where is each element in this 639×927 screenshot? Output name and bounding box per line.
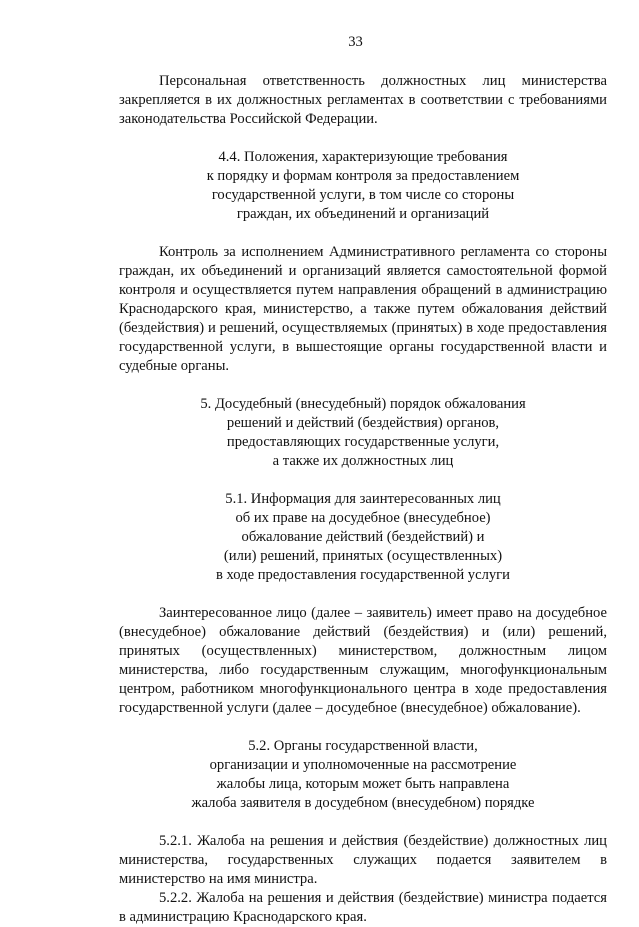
heading-4-4	[119, 148, 607, 224]
heading-line: государственной услуги, в том числе со стороны	[211, 187, 515, 203]
heading-line: обжалование действий (бездействий) и	[241, 529, 485, 545]
paragraph-5-2-1: 5.2.1. Жалоба на решения и действия (бездействие) должностных лиц министерства, государственных служащих подается заявителем в министерство на имя министра.	[119, 833, 607, 887]
heading-line: об их праве на досудебное (внесудебное)	[235, 510, 491, 526]
paragraph-5-2-2: 5.2.2. Жалоба на решения и действия (бездействие) министра подается в администрацию Краснодарского края.	[119, 890, 607, 925]
heading-line: 5.1. Информация для заинтересованных лиц	[225, 491, 501, 507]
heading-line: 5.2. Органы государственной власти,	[248, 738, 478, 754]
document-body	[119, 72, 607, 927]
heading-line: (или) решений, принятых (осуществленных)	[223, 548, 503, 564]
heading-5	[119, 395, 607, 471]
heading-line: жалоба заявителя в досудебном (внесудебном) порядке	[191, 795, 535, 811]
heading-line: 4.4. Положения, характеризующие требования	[218, 149, 508, 165]
heading-line: предоставляющих государственные услуги,	[226, 434, 500, 450]
paragraph-interested-person: Заинтересованное лицо (далее – заявитель) имеет право на досудебное (внесудебное) обжалование действий (бездействия) и (или) решений, принятых (осуществленных) министерством, должностным лицом министерства, либо государственным служащим, многофункциональным центром, работником многофункционального центра в ходе предоставления государственной услуги (далее – досудебное (внесудебное) обжалование).	[119, 605, 607, 716]
paragraph-control-by-citizens: Контроль за исполнением Административного регламента со стороны граждан, их объединений и организаций является самостоятельной формой контроля и осуществляется путем направления обращений в администрацию Краснодарского края, министерство, а также путем обжалования действий (бездействия) и решений, осуществляемых (принятых) в ходе предоставления государственной услуги, в вышестоящие органы государственной власти и судебные органы.	[119, 244, 607, 374]
heading-line: решений и действий (бездействия) органов,	[226, 415, 500, 431]
paragraph-personal-responsibility: Персональная ответственность должностных лиц министерства закрепляется в их должностных регламентах в соответствии с требованиями законодательства Российской Федерации.	[119, 73, 607, 127]
heading-5-1	[119, 490, 607, 585]
heading-line: а также их должностных лиц	[272, 453, 454, 469]
heading-line: жалобы лица, которым может быть направлена	[216, 776, 510, 792]
heading-line: к порядку и формам контроля за предоставлением	[206, 168, 520, 184]
heading-line: граждан, их объединений и организаций	[236, 206, 490, 222]
heading-line: 5. Досудебный (внесудебный) порядок обжалования	[200, 396, 526, 412]
heading-line: в ходе предоставления государственной услуги	[216, 567, 510, 583]
heading-5-2	[119, 737, 607, 813]
page-number: 33	[348, 34, 363, 50]
heading-line: организации и уполномоченные на рассмотрение	[209, 757, 517, 773]
